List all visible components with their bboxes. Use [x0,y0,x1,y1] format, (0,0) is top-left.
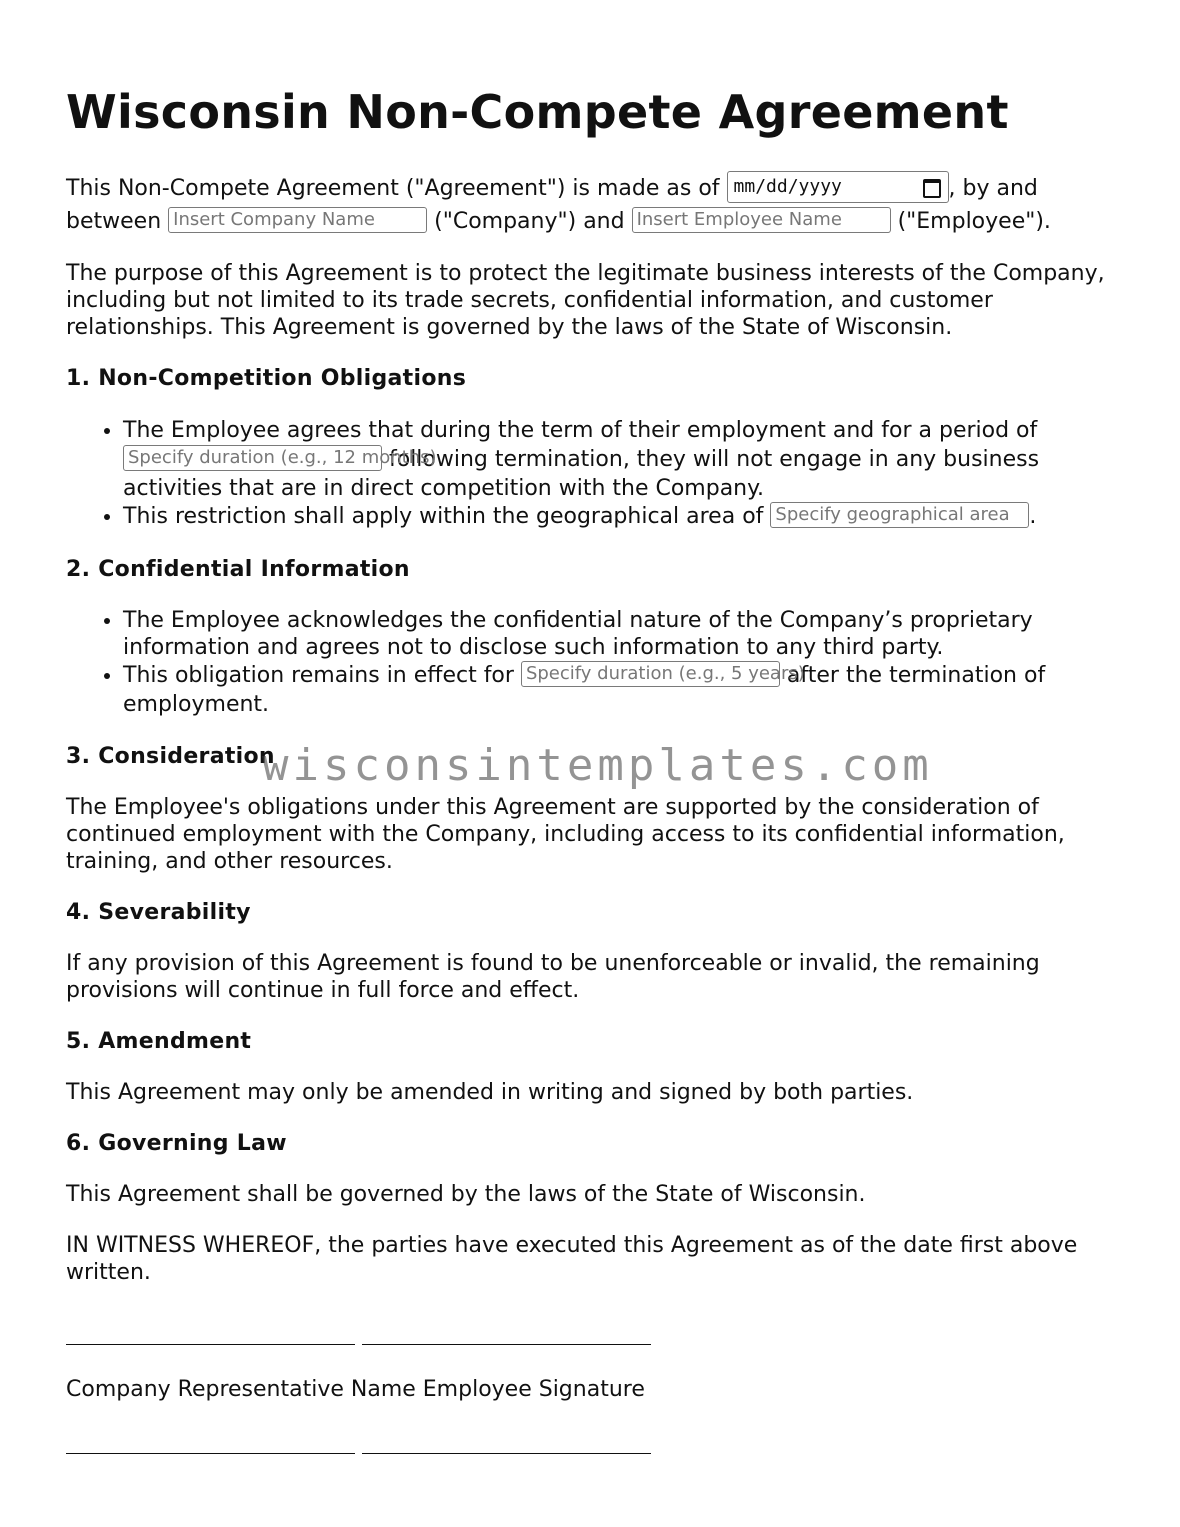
list-item [123,416,1126,503]
section-2-heading: 2. Confidential Information [66,557,410,582]
section-5-heading: 5. Amendment [66,1029,252,1054]
company-name-line[interactable] [66,1433,355,1454]
intro-text-2: , by and between [66,176,1038,234]
section-6-body: This Agreement shall be governed by the laws of the State of Wisconsin. [66,1182,866,1207]
section-1-heading: 1. Non-Competition Obligations [66,366,467,391]
date-placeholder: mm/dd/yyyy [733,176,842,197]
signature-lines-2 [66,1433,1126,1461]
bullet-text: This obligation remains in effect for [123,663,521,688]
employee-name-line[interactable] [362,1433,651,1454]
bullet-text: following termination, they will not engage in any business activities that are in direct competition with the Company. [123,447,1040,501]
agreement-date-input[interactable] [727,171,949,203]
section-3-body: The Employee's obligations under this Agreement are supported by the consideration of continued employment with the Company, including access to its confidential information, training, and other resources. [66,795,1065,874]
section-3-heading: 3. Consideration [66,744,275,769]
intro-text-1: This Non-Compete Agreement ("Agreement") is made as of [66,176,727,201]
company-name-input[interactable]: Insert Company Name [168,207,427,233]
signature-labels: Company Representative Name Employee Signature [66,1377,645,1402]
intro-paragraph [66,172,1126,238]
watermark: wisconsintemplates.com [262,740,933,791]
company-signature-line[interactable] [66,1324,355,1345]
document-page [66,0,1126,1461]
bullet-text: after the termination of employment. [123,663,1046,717]
section-5-body: This Agreement may only be amended in writing and signed by both parties. [66,1080,914,1105]
bullet-text: . [1029,504,1037,529]
employee-signature-line[interactable] [362,1324,651,1345]
section-1-list [66,416,1126,530]
intro-text-3: ("Company") and [427,209,632,234]
bullet-text: The Employee agrees that during the term of their employment and for a period of [123,418,1038,443]
non-compete-duration-input[interactable]: Specify duration (e.g., 12 months) [123,445,382,471]
intro-text-4: ("Employee"). [890,209,1051,234]
purpose-paragraph: The purpose of this Agreement is to protect the legitimate business interests of the Company, including but not limited to its trade secrets, confidential information, and customer relationships. This Agreement is governed by the laws of the State of Wisconsin. [66,261,1105,340]
section-4-body: If any provision of this Agreement is found to be unenforceable or invalid, the remaining provisions will continue in full force and effect. [66,951,1040,1003]
witness-paragraph: IN WITNESS WHEREOF, the parties have executed this Agreement as of the date first above written. [66,1233,1078,1285]
list-item [123,503,1126,530]
section-2-list [66,607,1126,719]
section-4-heading: 4. Severability [66,900,251,925]
employee-name-input[interactable]: Insert Employee Name [632,207,891,233]
confidentiality-duration-input[interactable]: Specify duration (e.g., 5 years) [521,661,780,687]
geographical-area-input[interactable]: Specify geographical area [770,502,1029,528]
signature-lines-1 [66,1324,1126,1352]
section-6-heading: 6. Governing Law [66,1131,287,1156]
bullet-text: This restriction shall apply within the geographical area of [123,504,771,529]
list-item: • The Employee acknowledges the confidential nature of the Company’s proprietary information and agrees not to disclose such information to any third party. [123,607,1126,661]
list-item [123,661,1126,719]
calendar-icon[interactable] [923,179,941,198]
document-title: Wisconsin Non-Compete Agreement [66,85,1009,139]
